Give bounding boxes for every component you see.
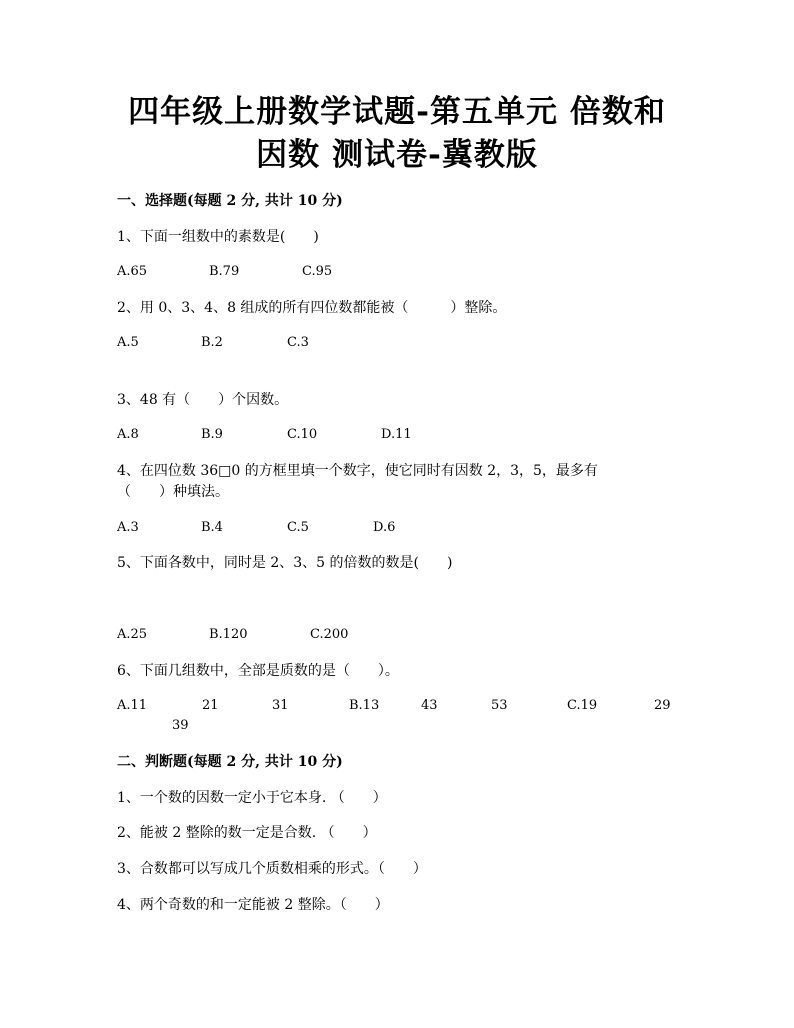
judge-item-2: 2、能被 2 整除的数一定是合数. （ ） — [117, 825, 377, 841]
q6-option-c: C.19 — [567, 698, 598, 713]
q5-option-c: C.200 — [310, 627, 349, 642]
q6-option-a: A.11 — [117, 698, 148, 713]
question-4: 4、在四位数 36□0 的方框里填一个数字，使它同时有因数 2，3，5，最多有 — [117, 463, 598, 479]
q6-option-b-num2: 43 — [421, 698, 438, 713]
page-title-line2: 因数 测试卷-冀教版 — [256, 137, 538, 173]
q5-option-a: A.25 — [117, 627, 148, 642]
question-1: 1、下面一组数中的素数是( ) — [117, 229, 319, 245]
q2-option-b: B.2 — [201, 335, 223, 350]
judge-item-1: 1、一个数的因数一定小于它本身. （ ） — [117, 790, 387, 806]
question-5: 5、下面各数中，同时是 2、3、5 的倍数的数是( ) — [117, 555, 453, 571]
judge-item-4: 4、两个奇数的和一定能被 2 整除。（ ） — [117, 897, 389, 913]
q6-option-a-num2: 21 — [202, 698, 219, 713]
q4-option-b: B.4 — [201, 520, 223, 535]
question-6: 6、下面几组数中，全部是质数的是（ ）。 — [117, 663, 399, 679]
q4-option-a: A.3 — [117, 520, 139, 535]
q2-option-c: C.3 — [287, 335, 309, 350]
q3-option-a: A.8 — [117, 427, 139, 442]
q3-option-d: D.11 — [381, 427, 412, 442]
question-2: 2、用 0、3、4、8 组成的所有四位数都能被（ ）整除。 — [117, 300, 507, 316]
q6-option-c-num2: 29 — [654, 698, 671, 713]
q3-option-c: C.10 — [287, 427, 318, 442]
q1-option-a: A.65 — [117, 264, 148, 279]
question-3: 3、48 有（ ）个因数。 — [117, 392, 289, 408]
q4-option-c: C.5 — [287, 520, 309, 535]
q3-option-b: B.9 — [201, 427, 223, 442]
q2-option-a: A.5 — [117, 335, 139, 350]
q6-option-b-num3: 53 — [491, 698, 508, 713]
q1-option-b: B.79 — [209, 264, 240, 279]
q1-option-c: C.95 — [302, 264, 333, 279]
judge-item-3: 3、合数都可以写成几个质数相乘的形式。（ ） — [117, 861, 427, 877]
page-title-line1: 四年级上册数学试题-第五单元 倍数和 — [128, 94, 666, 130]
q6-option-c-num3: 39 — [172, 718, 189, 733]
q4-option-d: D.6 — [373, 520, 396, 535]
section1-heading: 一、选择题(每题 2 分, 共计 10 分) — [117, 193, 343, 209]
section2-heading: 二、判断题(每题 2 分, 共计 10 分) — [117, 754, 343, 770]
question-4-cont: （ ）种填法。 — [117, 484, 229, 500]
q6-option-a-num3: 31 — [272, 698, 289, 713]
q6-option-b: B.13 — [349, 698, 380, 713]
q5-option-b: B.120 — [209, 627, 248, 642]
